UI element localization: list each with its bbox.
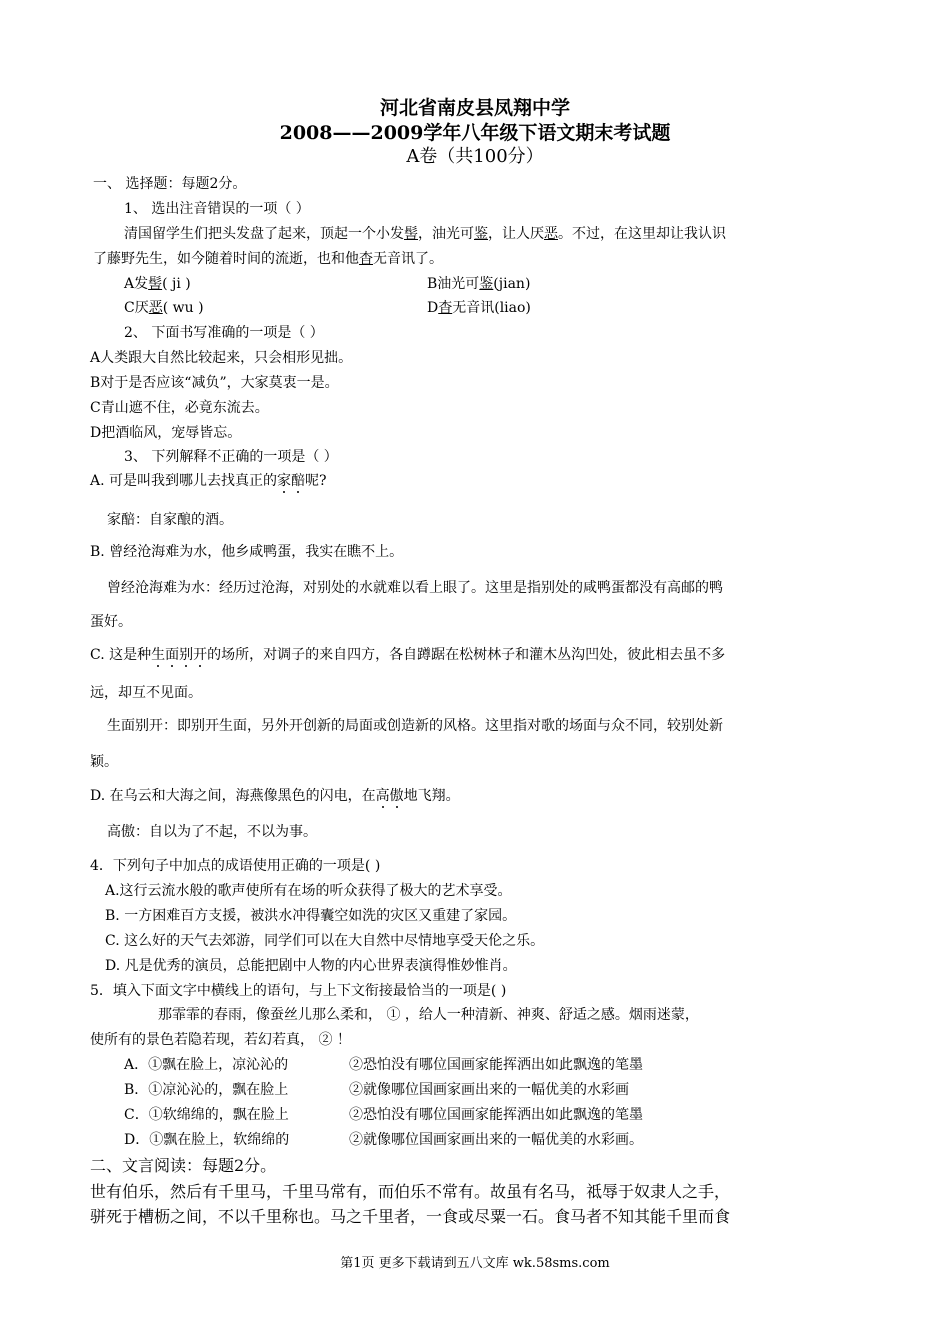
- section2-heading: 二、文言阅读：每题2分。: [90, 1156, 277, 1175]
- q3-option-d-explanation: 高傲：自以为了不起，不以为事。: [107, 824, 317, 840]
- q1-option-a: A发髻( ji ): [124, 276, 191, 292]
- q4-stem: 4．下列句子中加点的成语使用正确的一项是( ): [90, 858, 381, 874]
- q5-passage-line1: 那霏霏的春雨，像蚕丝儿那么柔和， ① ，给人一种清新、神爽、舒适之感。烟雨迷蒙，: [158, 1007, 699, 1023]
- q5-option-a-part1: A．①飘在脸上，凉沁沁的: [124, 1057, 289, 1073]
- q2-stem: 2、 下面书写准确的一项是（ ）: [124, 325, 324, 341]
- section1-heading: 一、 选择题：每题2分。: [93, 176, 247, 192]
- q3-option-b-explanation-line2: 蛋好。: [90, 614, 132, 630]
- q3-option-c-explanation-line2: 颖。: [90, 754, 118, 770]
- q3-option-b: B. 曾经沧海难为水，他乡咸鸭蛋，我实在瞧不上。: [90, 544, 404, 560]
- q5-option-b-part2: ②就像哪位国画家画出来的一幅优美的水彩画: [349, 1082, 629, 1098]
- q5-option-b-part1: B．①凉沁沁的，飘在脸上: [124, 1082, 289, 1098]
- classical-text-line1: 世有伯乐，然后有千里马，千里马常有，而伯乐不常有。故虽有名马，祗辱于奴隶人之手，: [90, 1182, 731, 1201]
- q3-stem: 3、 下列解释不正确的一项是（ ）: [124, 449, 338, 465]
- q2-option-d: D把酒临风，宠辱皆忘。: [90, 425, 242, 441]
- q4-option-c: C. 这么好的天气去郊游，同学们可以在大自然中尽情地享受天伦之乐。: [105, 933, 545, 949]
- q1-stem: 1、 选出注音错误的一项（ ）: [124, 201, 310, 217]
- volume-title: A卷（共100分）: [406, 146, 544, 167]
- q2-option-a: A人类跟大自然比较起来，只会相形见拙。: [90, 350, 353, 366]
- q5-option-a-part2: ②恐怕没有哪位国画家能挥洒出如此飘逸的笔墨: [349, 1057, 643, 1073]
- q1-passage-line2: 了藤野先生，如今随着时间的流逝，也和他杳无音讯了。: [93, 251, 443, 267]
- q5-option-d-part1: D．①飘在脸上，软绵绵的: [124, 1132, 290, 1148]
- q2-option-b: B对于是否应该“减负”，大家莫衷一是。: [90, 375, 339, 391]
- q4-option-b: B. 一方困难百方支援，被洪水冲得囊空如洗的灾区又重建了家园。: [105, 908, 517, 924]
- q3-option-b-explanation-line1: 曾经沧海难为水：经历过沧海，对别处的水就难以看上眼了。这里是指别处的咸鸭蛋都没有高邮的鸭: [107, 580, 723, 596]
- q3-option-c-line2: 远，却互不见面。: [90, 685, 202, 701]
- q1-option-d: D杳无音讯(liao): [427, 300, 531, 316]
- q2-option-c: C青山遮不住，必竟东流去。: [90, 400, 269, 416]
- q3-option-d: D. 在乌云和大海之间，海燕像黑色的闪电，在高傲地飞翔。: [90, 788, 460, 804]
- q1-option-c: C厌恶( wu ): [124, 300, 204, 316]
- q5-option-c-part1: C．①软绵绵的，飘在脸上: [124, 1107, 289, 1123]
- q5-stem: 5．填入下面文字中横线上的语句，与上下文衔接最恰当的一项是( ): [90, 983, 507, 999]
- q5-option-d-part2: ②就像哪位国画家画出来的一幅优美的水彩画。: [349, 1132, 643, 1148]
- q3-option-a: A. 可是叫我到哪儿去找真正的家醅呢?: [90, 473, 327, 489]
- q4-option-a: A.这行云流水般的歌声使所有在场的听众获得了极大的艺术享受。: [105, 883, 512, 899]
- school-title: 河北省南皮县凤翔中学: [379, 97, 570, 119]
- exam-title: 2008——2009学年八年级下语文期末考试题: [279, 122, 671, 144]
- q3-option-c: C. 这是种生面别开的场所，对调子的来自四方，各自蹲踞在松树林子和灌木丛沟凹处，彼此相去虽不多: [90, 647, 726, 663]
- page-footer: 第1页 更多下载请到五八文库 wk.58sms.com: [340, 1256, 610, 1271]
- classical-text-line2: 骈死于槽枥之间，不以千里称也。马之千里者，一食或尽粟一石。食马者不知其能千里而食: [90, 1207, 731, 1226]
- q5-option-c-part2: ②恐怕没有哪位国画家能挥洒出如此飘逸的笔墨: [349, 1107, 643, 1123]
- q3-option-c-explanation-line1: 生面别开：即别开生面，另外开创新的局面或创造新的风格。这里指对歌的场面与众不同，较别处新: [107, 718, 723, 734]
- q1-passage-line1: 清国留学生们把头发盘了起来，顶起一个小发髻，油光可鉴，让人厌恶。不过，在这里却让我认识: [124, 226, 726, 242]
- q3-option-a-explanation: 家醅：自家酿的酒。: [107, 512, 233, 528]
- q5-passage-line2: 使所有的景色若隐若现，若幻若真， ② ！: [90, 1032, 351, 1048]
- q1-option-b: B油光可鉴(jian): [427, 276, 531, 292]
- q4-option-d: D. 凡是优秀的演员，总能把剧中人物的内心世界表演得惟妙惟肖。: [105, 958, 517, 974]
